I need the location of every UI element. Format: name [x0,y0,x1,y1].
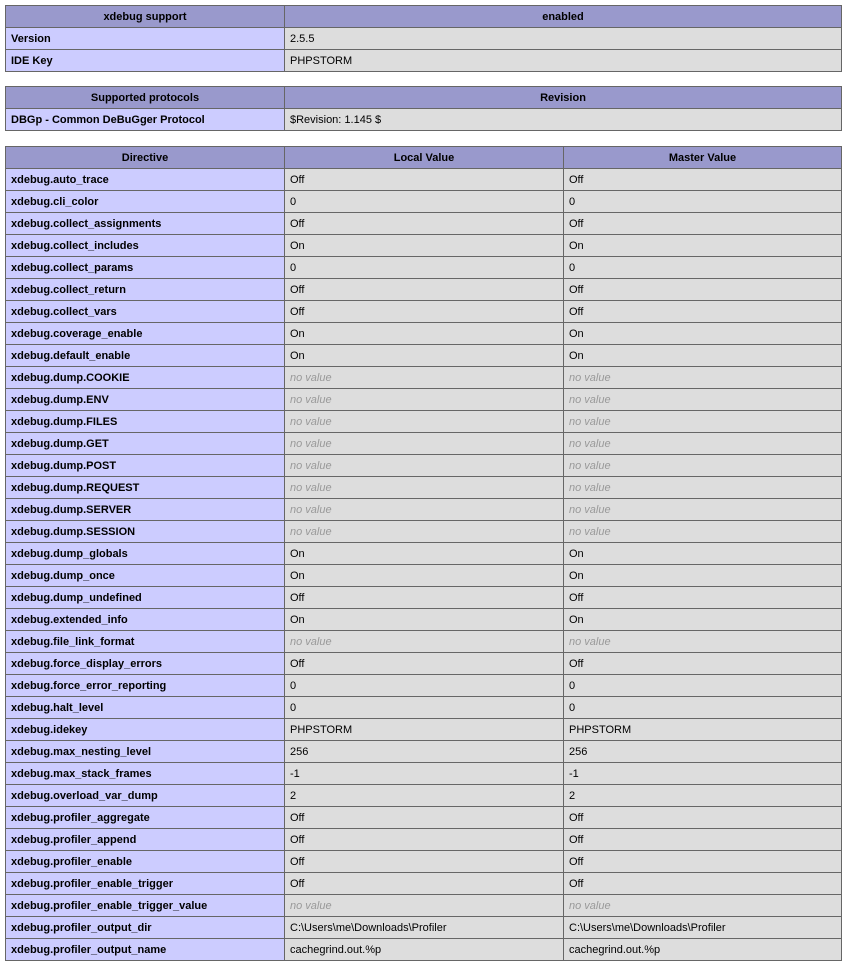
table-row [6,741,842,763]
local-value: On [285,345,564,367]
master-value: no value [564,455,842,477]
master-value: C:\Users\me\Downloads\Profiler [564,917,842,939]
master-value: no value [564,631,842,653]
local-value: no value [285,521,564,543]
local-value: Off [285,587,564,609]
local-value: Off [285,851,564,873]
table-row [6,521,842,543]
table-row [6,763,842,785]
local-value: C:\Users\me\Downloads\Profiler [285,917,564,939]
directive-name: xdebug.profiler_enable [6,851,285,873]
table-header-row [6,87,842,109]
table-row [6,609,842,631]
local-value: no value [285,895,564,917]
directive-name: xdebug.dump.SERVER [6,499,285,521]
master-value: -1 [564,763,842,785]
master-value: On [564,235,842,257]
xdebug-support-table [5,5,842,72]
directive-name: xdebug.force_error_reporting [6,675,285,697]
directive-name: xdebug.collect_params [6,257,285,279]
local-value: Off [285,653,564,675]
directive-name: xdebug.profiler_output_name [6,939,285,961]
table-row [6,169,842,191]
local-value: Off [285,873,564,895]
table-row [6,851,842,873]
directive-name: xdebug.profiler_aggregate [6,807,285,829]
header-cell: enabled [285,6,842,28]
local-value: 256 [285,741,564,763]
directive-name: xdebug.max_stack_frames [6,763,285,785]
master-value: 256 [564,741,842,763]
directive-name: xdebug.dump_once [6,565,285,587]
table-row [6,697,842,719]
master-value: Off [564,279,842,301]
master-value: no value [564,477,842,499]
table-row [6,389,842,411]
master-value: Off [564,587,842,609]
table-row [6,301,842,323]
table-row [6,565,842,587]
table-row [6,235,842,257]
table-row [6,719,842,741]
local-value: On [285,323,564,345]
master-value: PHPSTORM [564,719,842,741]
master-value: 0 [564,675,842,697]
local-value: Off [285,279,564,301]
table-row [6,917,842,939]
directive-name: xdebug.auto_trace [6,169,285,191]
table-row [6,28,842,50]
header-local-value: Local Value [285,147,564,169]
master-value: Off [564,873,842,895]
directive-name: xdebug.coverage_enable [6,323,285,345]
directive-name: xdebug.max_nesting_level [6,741,285,763]
row-label: IDE Key [6,50,285,72]
local-value: PHPSTORM [285,719,564,741]
master-value: On [564,323,842,345]
local-value: no value [285,389,564,411]
local-value: On [285,235,564,257]
directive-name: xdebug.dump_globals [6,543,285,565]
local-value: no value [285,631,564,653]
master-value: no value [564,411,842,433]
master-value: Off [564,829,842,851]
table-row [6,257,842,279]
directive-name: xdebug.idekey [6,719,285,741]
master-value: On [564,543,842,565]
master-value: no value [564,499,842,521]
directive-name: xdebug.cli_color [6,191,285,213]
directive-name: xdebug.profiler_enable_trigger_value [6,895,285,917]
table-row [6,675,842,697]
master-value: Off [564,653,842,675]
master-value: On [564,345,842,367]
directive-name: xdebug.halt_level [6,697,285,719]
directive-name: xdebug.file_link_format [6,631,285,653]
local-value: cachegrind.out.%p [285,939,564,961]
master-value: 0 [564,257,842,279]
directive-name: xdebug.extended_info [6,609,285,631]
directives-table [5,146,842,961]
table-row [6,279,842,301]
local-value: -1 [285,763,564,785]
table-header-row [6,6,842,28]
header-directive: Directive [6,147,285,169]
directive-name: xdebug.profiler_output_dir [6,917,285,939]
local-value: no value [285,455,564,477]
table-row [6,323,842,345]
local-value: On [285,543,564,565]
table-row [6,543,842,565]
master-value: On [564,609,842,631]
table-row [6,785,842,807]
directive-name: xdebug.dump.COOKIE [6,367,285,389]
row-label: Version [6,28,285,50]
local-value: no value [285,367,564,389]
local-value: Off [285,829,564,851]
master-value: no value [564,521,842,543]
master-value: 0 [564,191,842,213]
row-value: $Revision: 1.145 $ [285,109,842,131]
local-value: On [285,565,564,587]
header-cell: Revision [285,87,842,109]
header-cell: Supported protocols [6,87,285,109]
master-value: no value [564,895,842,917]
master-value: no value [564,433,842,455]
directive-name: xdebug.dump.GET [6,433,285,455]
master-value: Off [564,169,842,191]
master-value: 2 [564,785,842,807]
table-row [6,109,842,131]
header-master-value: Master Value [564,147,842,169]
local-value: Off [285,807,564,829]
table-row [6,411,842,433]
table-row [6,433,842,455]
table-row [6,807,842,829]
local-value: no value [285,433,564,455]
master-value: 0 [564,697,842,719]
local-value: Off [285,169,564,191]
master-value: no value [564,367,842,389]
supported-protocols-table [5,86,842,131]
master-value: Off [564,301,842,323]
master-value: cachegrind.out.%p [564,939,842,961]
table-row [6,895,842,917]
local-value: 0 [285,191,564,213]
directive-name: xdebug.overload_var_dump [6,785,285,807]
directive-name: xdebug.collect_return [6,279,285,301]
table-row [6,653,842,675]
directive-name: xdebug.dump.ENV [6,389,285,411]
master-value: Off [564,807,842,829]
directive-name: xdebug.collect_includes [6,235,285,257]
table-row [6,499,842,521]
table-row [6,631,842,653]
table-row [6,50,842,72]
directive-name: xdebug.dump.REQUEST [6,477,285,499]
local-value: 2 [285,785,564,807]
table-row [6,587,842,609]
table-row [6,213,842,235]
directive-name: xdebug.dump_undefined [6,587,285,609]
row-value: PHPSTORM [285,50,842,72]
table-row [6,873,842,895]
directive-rows [6,169,842,961]
local-value: Off [285,213,564,235]
header-cell: xdebug support [6,6,285,28]
table-row [6,939,842,961]
table-row [6,191,842,213]
directive-name: xdebug.profiler_enable_trigger [6,873,285,895]
row-value: 2.5.5 [285,28,842,50]
directive-name: xdebug.dump.POST [6,455,285,477]
local-value: On [285,609,564,631]
directive-name: xdebug.default_enable [6,345,285,367]
table-row [6,455,842,477]
local-value: Off [285,301,564,323]
directive-name: xdebug.profiler_append [6,829,285,851]
local-value: no value [285,477,564,499]
local-value: no value [285,499,564,521]
directive-name: xdebug.dump.SESSION [6,521,285,543]
table-row [6,345,842,367]
row-label: DBGp - Common DeBuGger Protocol [6,109,285,131]
directive-name: xdebug.collect_assignments [6,213,285,235]
master-value: Off [564,213,842,235]
master-value: On [564,565,842,587]
directive-name: xdebug.collect_vars [6,301,285,323]
directive-name: xdebug.dump.FILES [6,411,285,433]
table-row [6,367,842,389]
table-header-row [6,147,842,169]
local-value: 0 [285,697,564,719]
table-row [6,829,842,851]
local-value: no value [285,411,564,433]
local-value: 0 [285,675,564,697]
local-value: 0 [285,257,564,279]
directive-name: xdebug.force_display_errors [6,653,285,675]
table-row [6,477,842,499]
master-value: no value [564,389,842,411]
master-value: Off [564,851,842,873]
